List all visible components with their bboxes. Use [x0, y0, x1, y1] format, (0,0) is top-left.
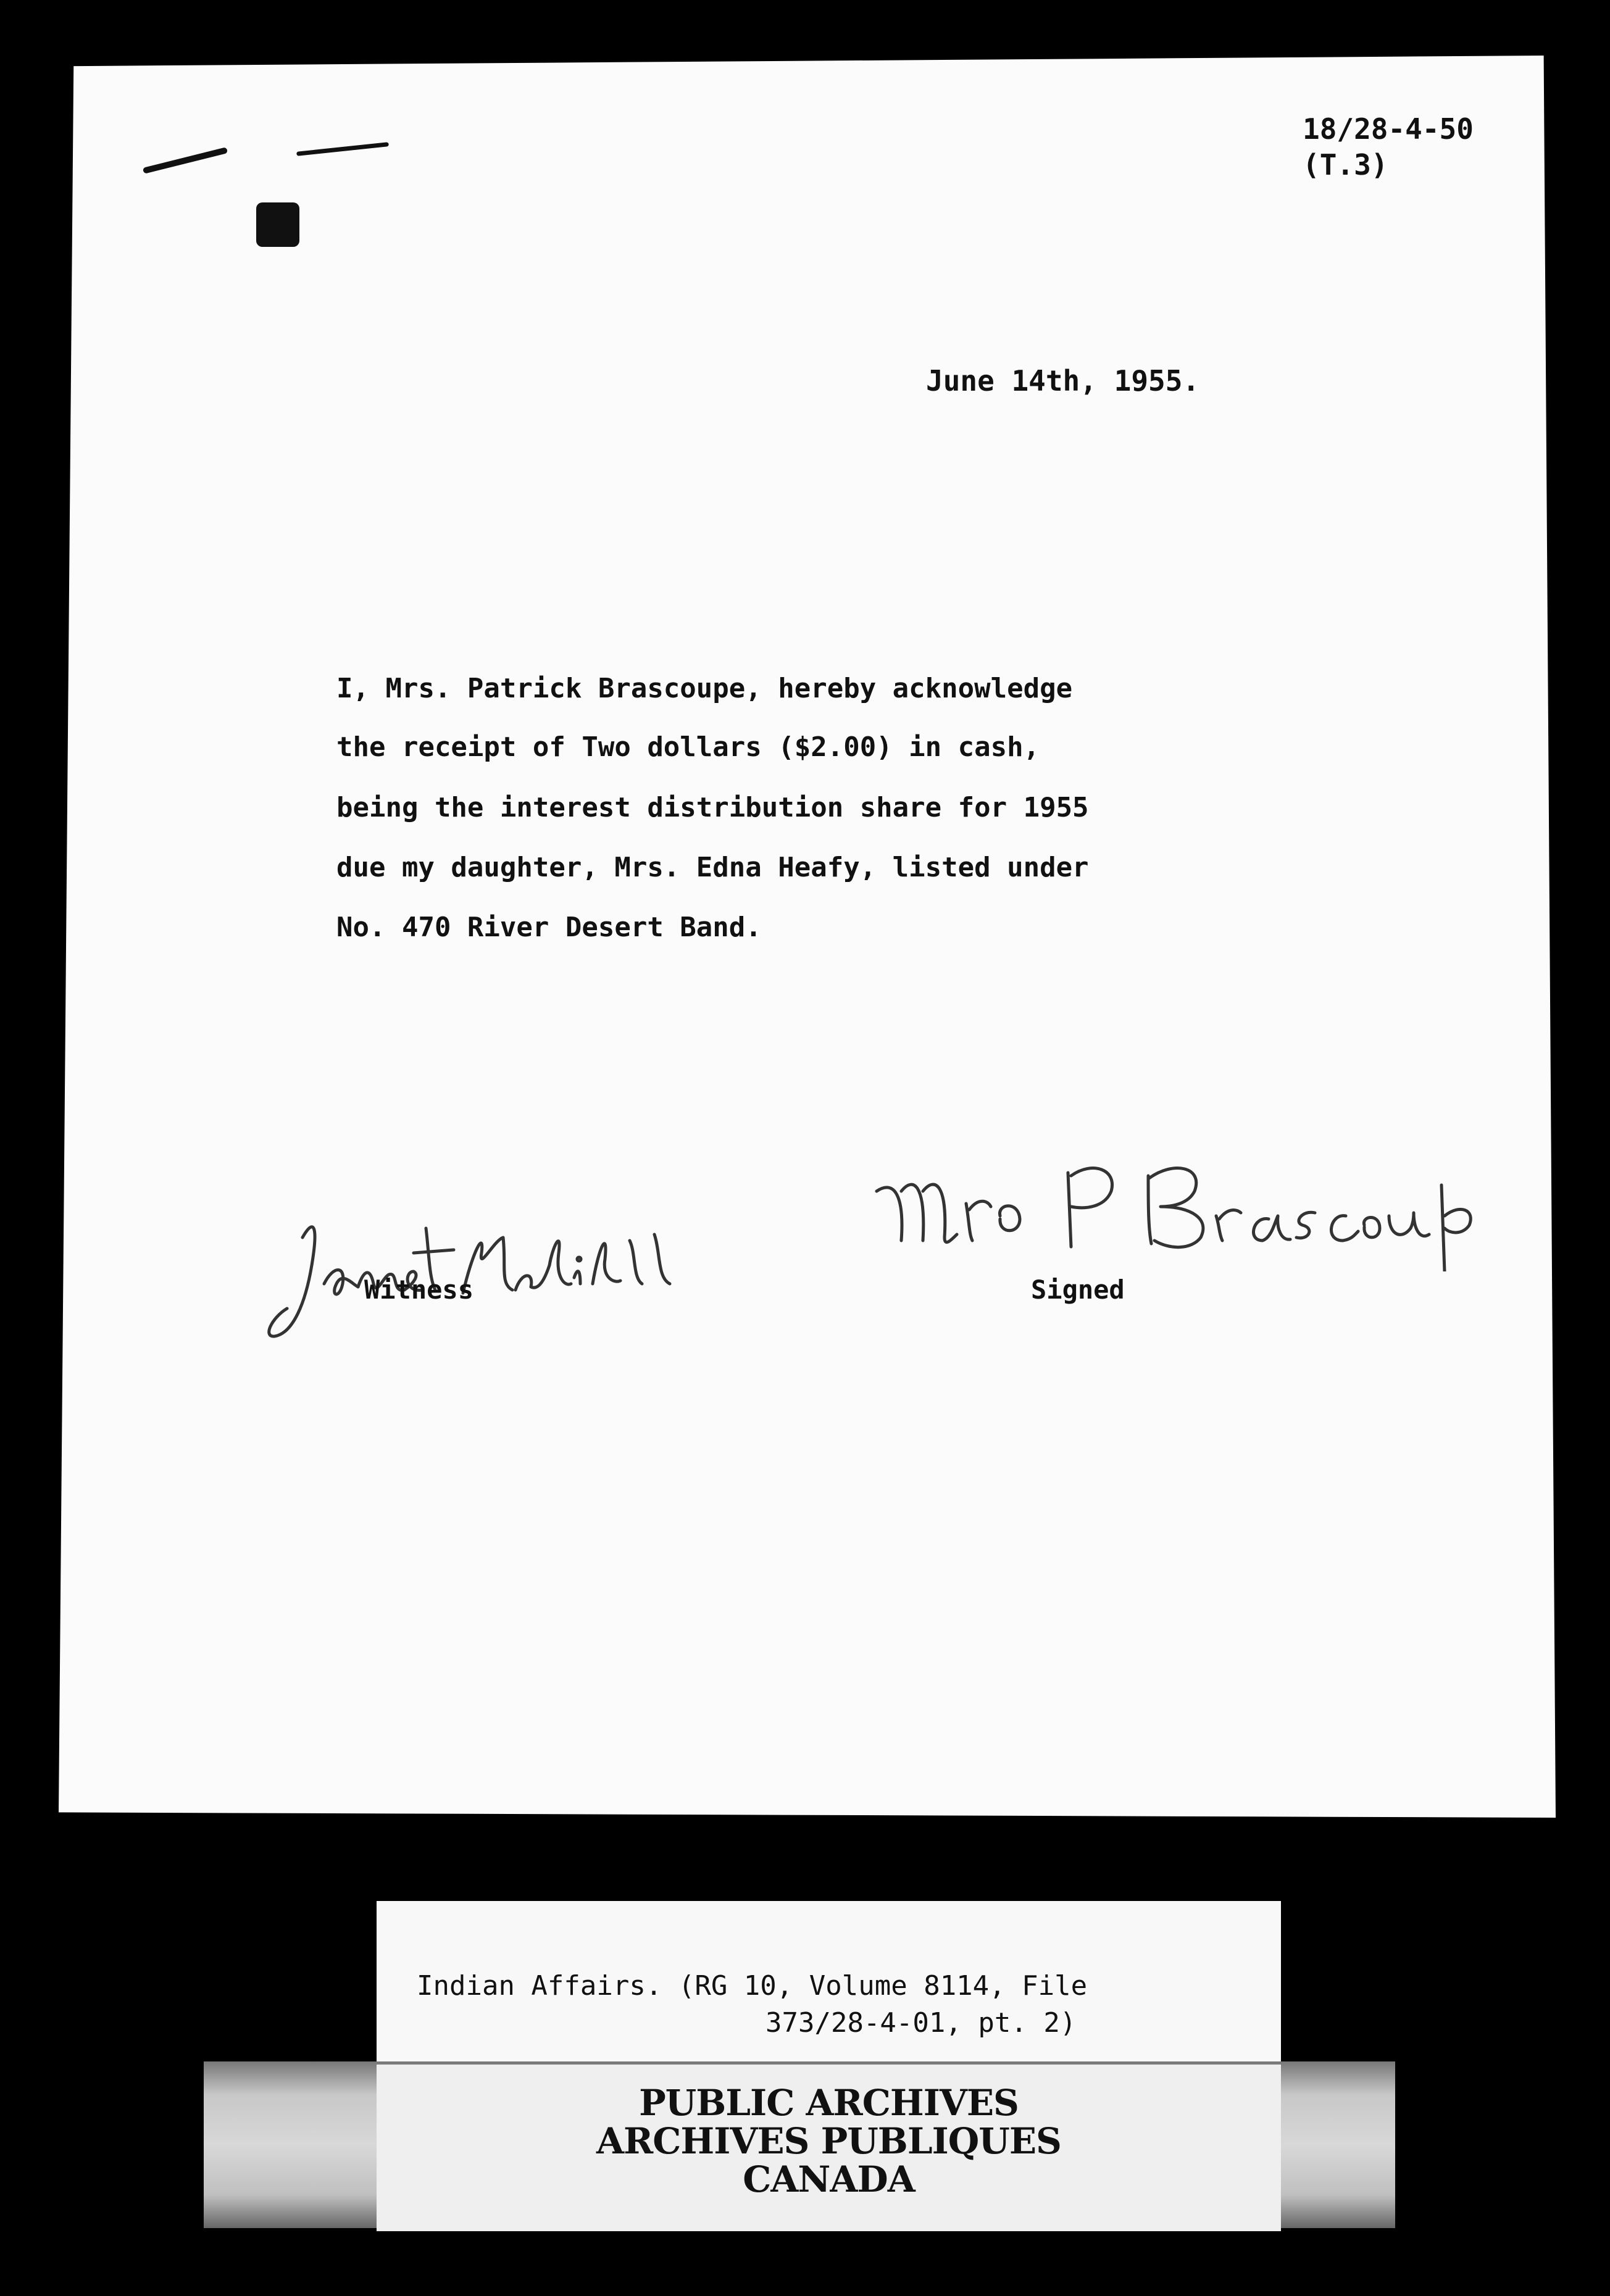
body-line: being the interest distribution share for 1955 — [336, 792, 1089, 823]
body-line: No. 470 River Desert Band. — [336, 912, 762, 943]
file-reference: 18/28-4-50 (T.3) — [1303, 112, 1474, 181]
stamp-line: CANADA — [743, 2158, 915, 2200]
archive-reference-line: 373/28-4-01, pt. 2) — [765, 2007, 1077, 2039]
document-page — [59, 56, 1556, 1818]
punch-hole-mark — [256, 202, 299, 247]
letter-date: June 14th, 1955. — [926, 364, 1200, 397]
signed-label: Signed — [1031, 1275, 1125, 1305]
signer-signature — [858, 1148, 1525, 1271]
witness-label: Witness — [364, 1275, 474, 1305]
body-line: I, Mrs. Patrick Brascoupe, hereby acknowledge — [336, 673, 1073, 704]
stamp-line: ARCHIVES PUBLIQUES — [596, 2120, 1061, 2162]
body-line: due my daughter, Mrs. Edna Heafy, listed under — [336, 852, 1089, 883]
stamp-line: PUBLIC ARCHIVES — [639, 2082, 1019, 2124]
body-line: the receipt of Two dollars ($2.00) in cash, — [336, 731, 1040, 763]
archive-stamp — [377, 2065, 1281, 2231]
archive-reference-label — [377, 1901, 1281, 2061]
witness-signature — [259, 1191, 728, 1352]
archive-reference-line: Indian Affairs. (RG 10, Volume 8114, File — [417, 1970, 1088, 2002]
